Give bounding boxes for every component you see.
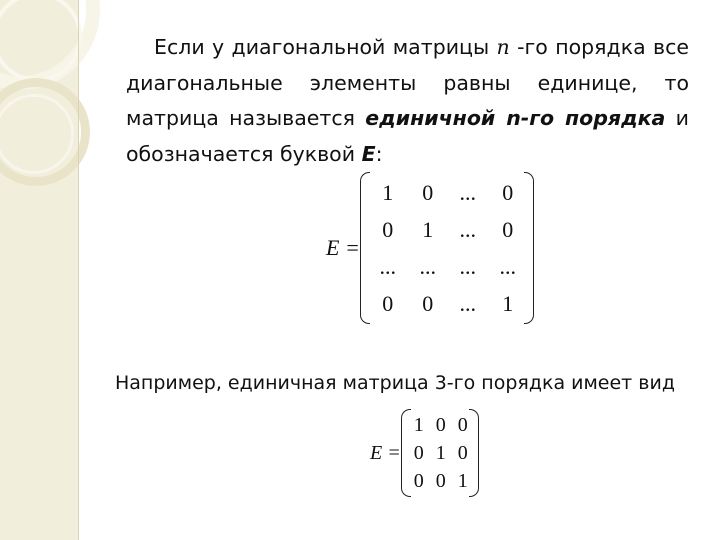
- matrix-cell: ...: [419, 253, 437, 279]
- variable-n: n: [496, 35, 510, 59]
- para-text: и обозначается буквой: [126, 106, 689, 166]
- matrix-cell: 0: [435, 413, 446, 436]
- matrix-cell: ...: [499, 253, 517, 279]
- definition-paragraph: [126, 30, 689, 172]
- matrix-label: E =: [326, 235, 360, 260]
- matrix-cell: 0: [502, 216, 514, 242]
- matrix-cell: 1: [382, 179, 394, 205]
- matrix-cell: ...: [379, 253, 397, 279]
- sidebar-divider: [78, 0, 79, 540]
- matrix-cell: 1: [435, 441, 446, 464]
- matrix-cell: 0: [382, 290, 394, 316]
- para-text: Если у диагональной матрицы: [154, 35, 497, 59]
- matrix-label: E =: [370, 441, 401, 464]
- letter-E-bold: E: [361, 141, 376, 166]
- matrix-cell: 0: [413, 469, 424, 492]
- matrix-cell: 0: [422, 179, 434, 205]
- decorative-sidebar: [0, 0, 78, 540]
- matrix-cell: 0: [457, 413, 468, 436]
- matrix-cell: 0: [382, 216, 394, 242]
- matrix-cell: ...: [459, 179, 477, 205]
- term-bold: единичной n-го порядка: [365, 106, 666, 130]
- matrix-grid: [401, 411, 479, 495]
- matrix-brackets: [401, 409, 479, 497]
- para-text: :: [375, 141, 383, 166]
- para-text: -го порядка все диагональные элементы равны единице, то матрица называется: [126, 35, 689, 130]
- matrix-cell: 0: [435, 469, 446, 492]
- matrix-cell: 1: [422, 216, 434, 242]
- matrix-cell: 1: [502, 290, 514, 316]
- matrix-cell: 0: [457, 441, 468, 464]
- matrix-cell: ...: [459, 253, 477, 279]
- general-identity-matrix: [326, 172, 534, 324]
- matrix-cell: 0: [502, 179, 514, 205]
- example-sentence: Например, единичная матрица 3-го порядка имеет вид: [115, 372, 675, 394]
- matrix-cell: ...: [459, 290, 477, 316]
- example-identity-matrix: [370, 409, 479, 497]
- matrix-cell: ...: [459, 216, 477, 242]
- matrix-cell: 1: [457, 469, 468, 492]
- matrix-brackets: [360, 172, 534, 324]
- matrix-cell: 1: [413, 413, 424, 436]
- matrix-cell: 0: [422, 290, 434, 316]
- matrix-grid: [360, 174, 534, 322]
- matrix-cell: 0: [413, 441, 424, 464]
